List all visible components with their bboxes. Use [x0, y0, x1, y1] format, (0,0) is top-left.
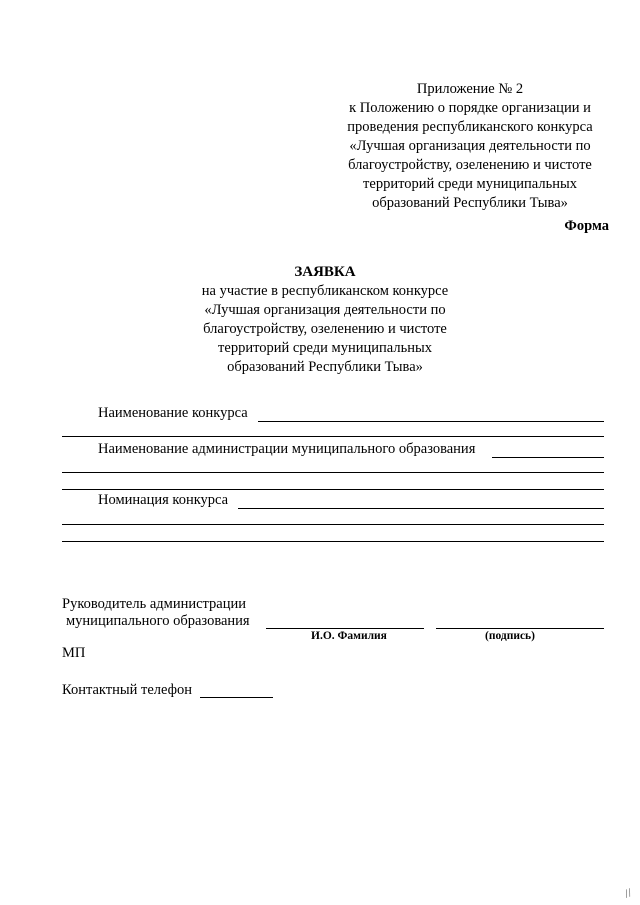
scan-mark: // [622, 885, 635, 901]
contact-phone-field[interactable] [200, 697, 273, 698]
appendix-line: проведения республиканского конкурса [347, 119, 593, 135]
nomination-field[interactable] [238, 508, 604, 509]
appendix-line: образований Республики Тыва» [372, 195, 568, 211]
nomination-label: Номинация конкурса [98, 492, 229, 508]
head-name-field[interactable] [266, 628, 424, 629]
form-label: Форма [564, 218, 609, 234]
contact-phone-label: Контактный телефон [62, 682, 193, 698]
contest-name-label: Наименование конкурса [98, 405, 248, 421]
title-line: благоустройству, озеленению и чистоте [203, 321, 447, 337]
title-line: территорий среди муниципальных [218, 340, 432, 356]
appendix-line: «Лучшая организация деятельности по [349, 138, 591, 154]
title-line: «Лучшая организация деятельности по [204, 302, 446, 318]
appendix-reference [330, 80, 610, 213]
administration-name-field[interactable] [492, 457, 604, 458]
head-title-line1: Руководитель администрации [62, 596, 247, 612]
title-heading: ЗАЯВКА [294, 264, 356, 280]
nomination-field-line3[interactable] [62, 541, 604, 542]
appendix-line: Приложение № 2 [416, 81, 524, 97]
nomination-field-line2[interactable] [62, 524, 604, 525]
stamp-placeholder: МП [62, 645, 86, 661]
name-caption: И.О. Фамилия [311, 630, 387, 642]
administration-name-field-line3[interactable] [62, 489, 604, 490]
head-signature-field[interactable] [436, 628, 604, 629]
administration-name-label: Наименование администрации муниципального образования [98, 441, 476, 457]
contest-name-field[interactable] [258, 421, 604, 422]
appendix-line: территорий среди муниципальных [363, 176, 577, 192]
title-line: на участие в республиканском конкурсе [201, 283, 449, 299]
contest-name-field-line2[interactable] [62, 436, 604, 437]
appendix-line: к Положению о порядке организации и [349, 100, 591, 116]
head-title-line2: муниципального образования [66, 613, 250, 629]
signature-caption: (подпись) [485, 630, 535, 642]
appendix-line: благоустройству, озеленению и чистоте [348, 157, 592, 173]
administration-name-field-line2[interactable] [62, 472, 604, 473]
title-line: образований Республики Тыва» [227, 359, 423, 375]
application-title [185, 263, 465, 377]
